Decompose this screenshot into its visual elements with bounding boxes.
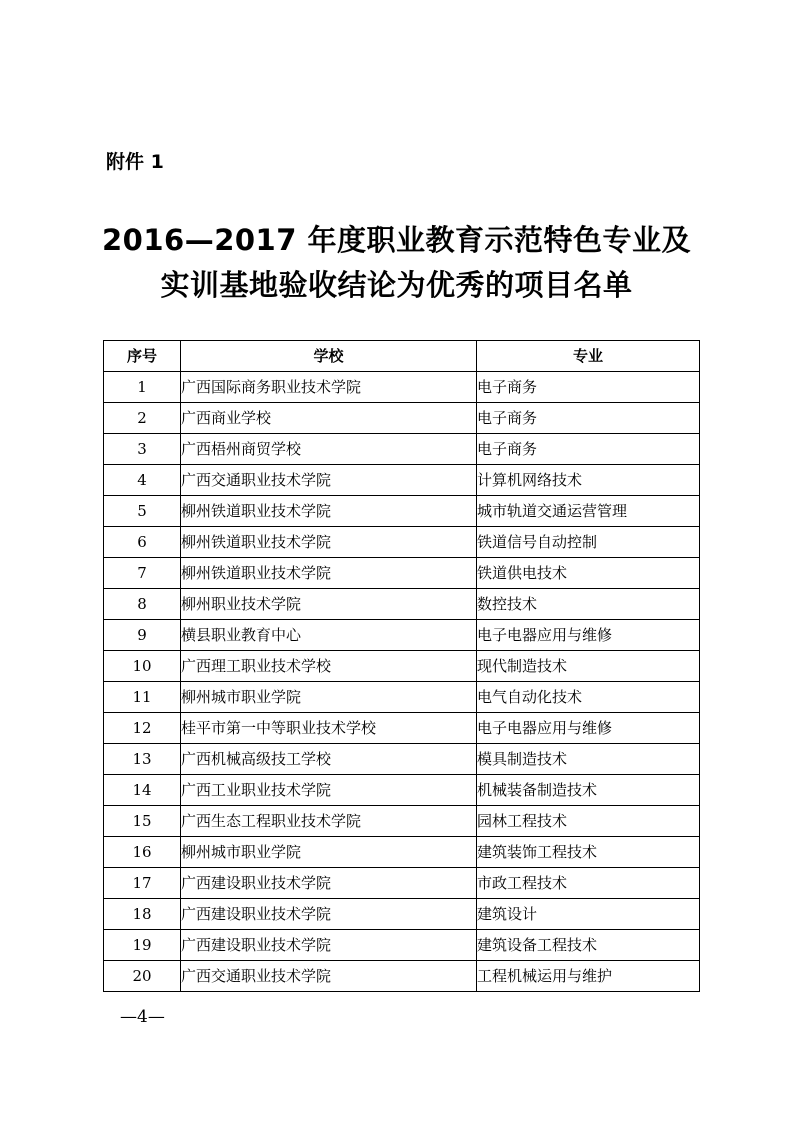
row-major: 电子商务 [477,372,700,403]
row-major: 现代制造技术 [477,651,700,682]
row-major: 市政工程技术 [477,868,700,899]
table-row [104,744,700,775]
row-index: 11 [104,682,181,713]
header-index: 序号 [104,341,181,372]
row-school: 广西建设职业技术学院 [181,868,477,899]
row-school: 桂平市第一中等职业技术学校 [181,713,477,744]
table-row [104,837,700,868]
row-index: 19 [104,930,181,961]
row-school: 柳州城市职业学院 [181,682,477,713]
table-row [104,930,700,961]
row-school: 广西机械高级技工学校 [181,744,477,775]
title-line-1: 2016—2017 年度职业教育示范特色专业及 [101,223,692,257]
row-index: 9 [104,620,181,651]
row-index: 5 [104,496,181,527]
header-major: 专业 [477,341,700,372]
row-major: 电子电器应用与维修 [477,713,700,744]
row-major: 电子商务 [477,434,700,465]
row-index: 20 [104,961,181,992]
table-body [104,372,700,992]
header-school: 学校 [181,341,477,372]
row-school: 柳州职业技术学院 [181,589,477,620]
row-major: 电子电器应用与维修 [477,620,700,651]
row-major: 电气自动化技术 [477,682,700,713]
row-index: 12 [104,713,181,744]
row-index: 13 [104,744,181,775]
attachment-label: 附件 1 [106,151,164,173]
table-row [104,589,700,620]
row-index: 17 [104,868,181,899]
table-row [104,682,700,713]
row-index: 14 [104,775,181,806]
table-header-row [104,341,700,372]
row-school: 广西建设职业技术学院 [181,930,477,961]
row-index: 7 [104,558,181,589]
row-school: 广西理工职业技术学校 [181,651,477,682]
row-major: 工程机械运用与维护 [477,961,700,992]
table-row [104,465,700,496]
row-index: 2 [104,403,181,434]
row-school: 广西生态工程职业技术学院 [181,806,477,837]
row-school: 柳州城市职业学院 [181,837,477,868]
row-major: 建筑装饰工程技术 [477,837,700,868]
row-school: 横县职业教育中心 [181,620,477,651]
row-index: 8 [104,589,181,620]
table-row [104,620,700,651]
row-school: 柳州铁道职业技术学院 [181,496,477,527]
table-row [104,713,700,744]
table-row [104,961,700,992]
row-school: 广西交通职业技术学院 [181,465,477,496]
row-major: 城市轨道交通运营管理 [477,496,700,527]
table-row [104,434,700,465]
row-major: 园林工程技术 [477,806,700,837]
table-row [104,496,700,527]
row-major: 机械装备制造技术 [477,775,700,806]
table-row [104,527,700,558]
table-row [104,868,700,899]
row-school: 柳州铁道职业技术学院 [181,527,477,558]
row-major: 建筑设备工程技术 [477,930,700,961]
table-row [104,806,700,837]
row-school: 广西交通职业技术学院 [181,961,477,992]
row-index: 15 [104,806,181,837]
row-school: 广西建设职业技术学院 [181,899,477,930]
row-school: 柳州铁道职业技术学院 [181,558,477,589]
row-major: 铁道供电技术 [477,558,700,589]
row-major: 数控技术 [477,589,700,620]
row-school: 广西工业职业技术学院 [181,775,477,806]
row-school: 广西商业学校 [181,403,477,434]
table-row [104,558,700,589]
row-major: 电子商务 [477,403,700,434]
row-index: 4 [104,465,181,496]
table-row [104,651,700,682]
row-school: 广西梧州商贸学校 [181,434,477,465]
row-major: 计算机网络技术 [477,465,700,496]
page-number: —4— [120,1007,165,1027]
row-index: 18 [104,899,181,930]
row-major: 模具制造技术 [477,744,700,775]
row-index: 6 [104,527,181,558]
row-major: 铁道信号自动控制 [477,527,700,558]
table-row [104,899,700,930]
title-line-2: 实训基地验收结论为优秀的项目名单 [160,268,633,302]
row-index: 16 [104,837,181,868]
project-list-table [103,340,700,992]
row-index: 3 [104,434,181,465]
table-row [104,372,700,403]
document-title [60,218,733,308]
row-school: 广西国际商务职业技术学院 [181,372,477,403]
row-index: 10 [104,651,181,682]
table-row [104,775,700,806]
row-major: 建筑设计 [477,899,700,930]
table-row [104,403,700,434]
row-index: 1 [104,372,181,403]
